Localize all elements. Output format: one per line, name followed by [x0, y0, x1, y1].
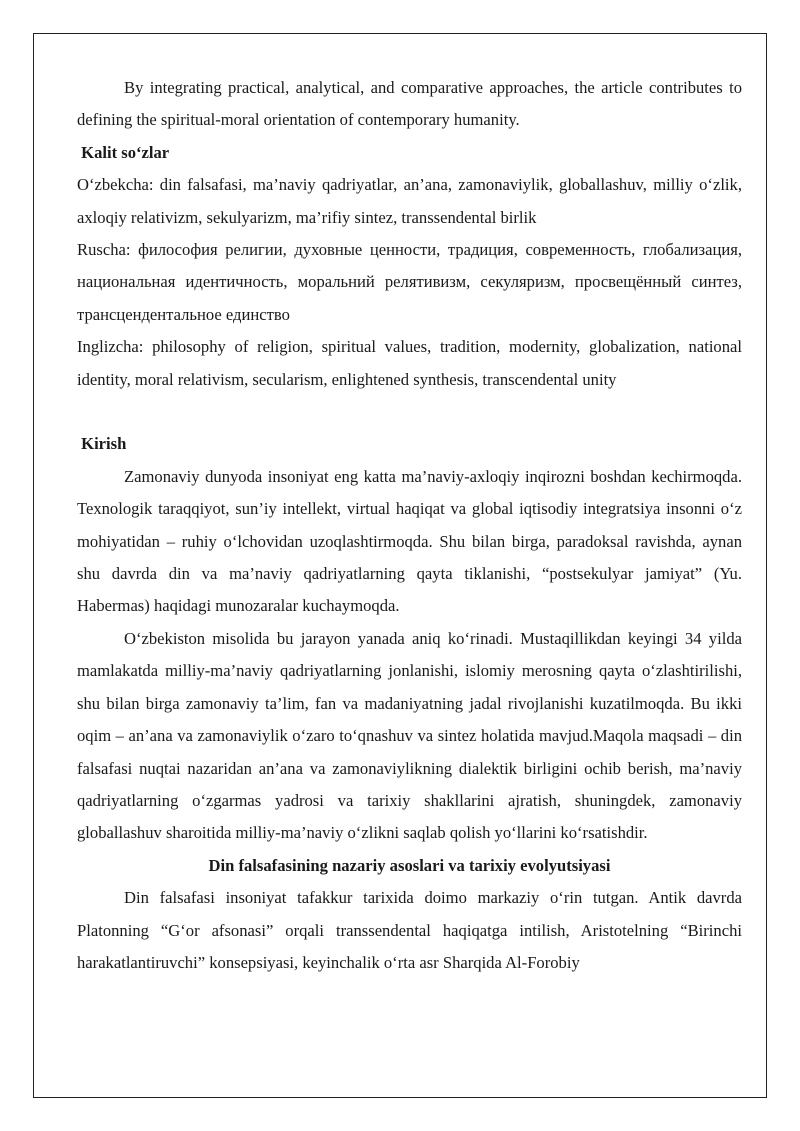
keywords-uzbek: O‘zbekcha: din falsafasi, ma’naviy qadriyatlar, an’ana, zamonaviylik, globallashuv, milliy o‘zlik, axloqiy relativizm, sekulyarizm, ma’rifiy sintez, transsendental birlik: [77, 175, 742, 227]
document-body: [77, 72, 742, 979]
section-paragraph-1: Din falsafasi insoniyat tafakkur tarixida doimo markaziy o‘rin tutgan. Antik davrda Platonning “G‘or afsonasi” orqali transsendental haqiqatga intilish, Aristotelning “Birinchi harakatlantiruvchi” konsepsiyasi, keyinchalik o‘rta asr Sharqida Al-Forobiy: [77, 888, 742, 972]
introduction-heading: Kirish: [81, 434, 127, 454]
introduction-paragraph-1: Zamonaviy dunyoda insoniyat eng katta ma’naviy-axloqiy inqirozni boshdan kechirmoqda. Texnologik taraqqiyot, sun’iy intellekt, virtual haqiqat va global iqtisodiy integratsiya insonni o‘z mohiyatidan – ruhiy o‘lchovidan uzoqlashtirmoqda. Shu bilan birga, paradoksal ravishda, aynan shu davrda din va ma’naviy qadriyatlarning qayta tiklanishi, “postsekulyar jamiyat” (Yu. Habermas) haqidagi munozaralar kuchaymoqda.: [77, 466, 742, 616]
keywords-heading: Kalit so‘zlar: [81, 142, 170, 162]
section-heading: Din falsafasining nazariy asoslari va tarixiy evolyutsiyasi: [208, 855, 611, 875]
keywords-english: Inglizcha: philosophy of religion, spiritual values, tradition, modernity, globalization, national identity, moral relativism, secularism, enlightened synthesis, transcendental unity: [77, 337, 742, 389]
keywords-russian: Ruscha: философия религии, духовные ценности, традиция, современность, глобализация, национальная идентичность, моральний релятивизм, секуляризм, просвещённый синтез, трансцендентальное единство: [77, 240, 742, 324]
introduction-paragraph-2: O‘zbekiston misolida bu jarayon yanada aniq ko‘rinadi. Mustaqillikdan keyingi 34 yilda mamlakatda milliy-ma’naviy qadriyatlarning jonlanishi, islomiy merosning qayta o‘zlashtirilishi, shu bilan birga zamonaviy ta’lim, fan va madaniyatning jadal rivojlanishi kuzatilmoqda. Bu ikki oqim – an’ana va zamonaviylik o‘zaro to‘qnashuv va sintez holatida mavjud.Maqola maqsadi – din falsafasi nuqtai nazaridan an’ana va zamonaviylikning dialektik birligini ochib berish, ma’naviy qadriyatlarning o‘zgarmas yadrosi va tarixiy shakllarini ajratish, shuningdek, zamonaviy globallashuv sharoitida milliy-ma’naviy o‘zlikni saqlab qolish yo‘llarini ko‘rsatishdir.: [77, 628, 742, 843]
intro-paragraph: By integrating practical, analytical, and comparative approaches, the article contributes to defining the spiritual-moral orientation of contemporary humanity.: [77, 78, 742, 130]
blank-line: [77, 396, 742, 428]
